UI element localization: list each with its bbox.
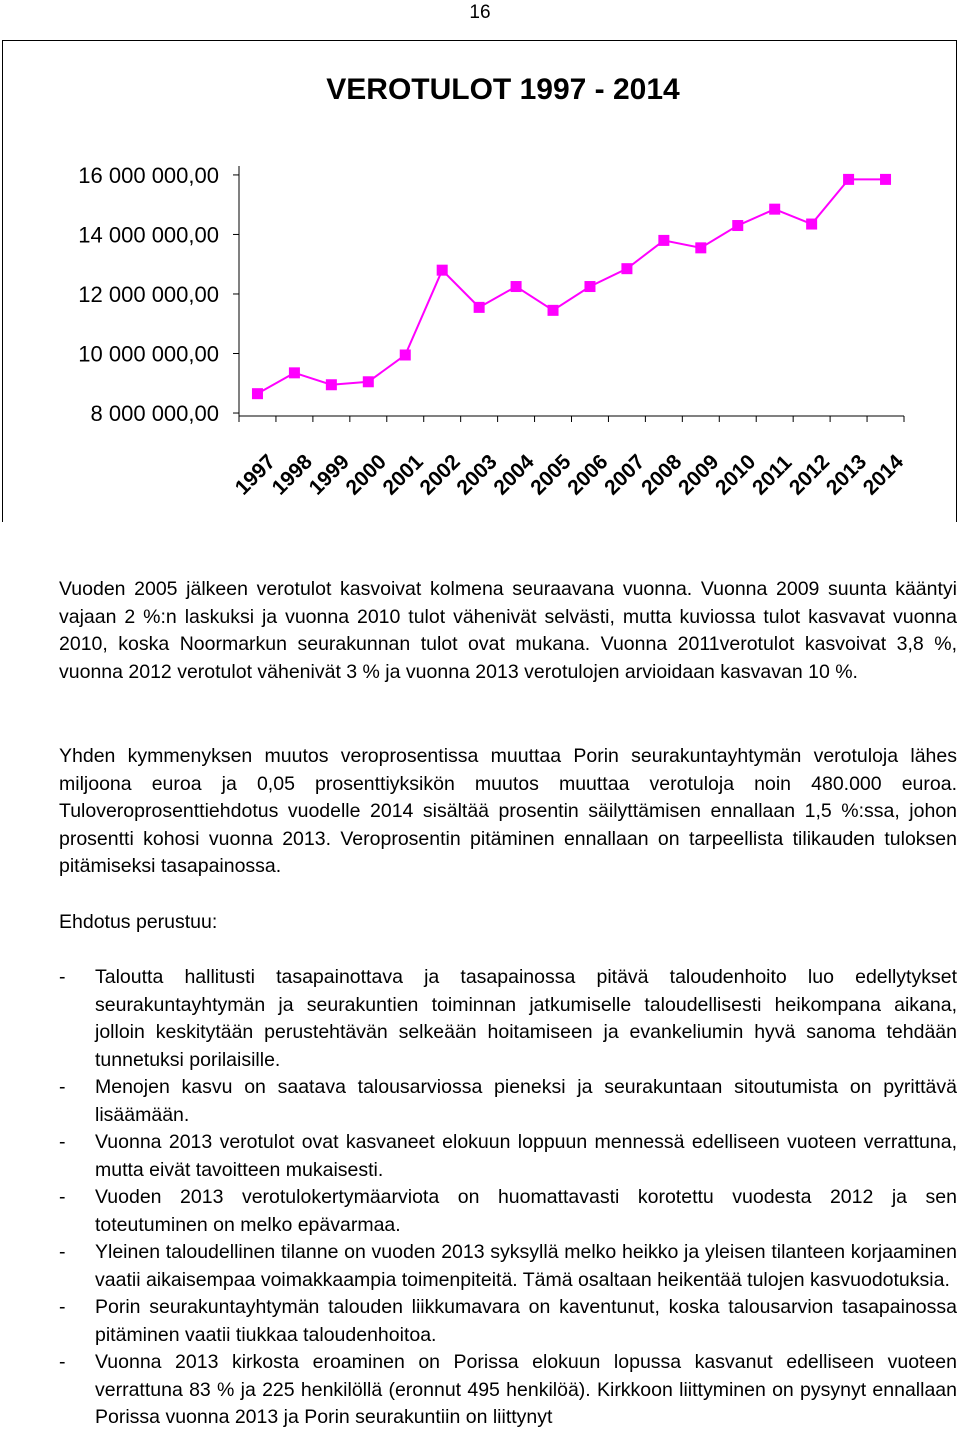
proposal-bullet-item [59, 1074, 957, 1129]
data-point-marker [695, 242, 706, 253]
x-tick-label: 2006 [563, 450, 613, 500]
x-tick-label: 2000 [341, 450, 391, 500]
series-line [257, 179, 885, 393]
data-point-marker [621, 263, 632, 274]
bullet-dash: - [59, 1241, 66, 1263]
proposal-bullet-list [59, 964, 957, 1432]
bullet-dash: - [59, 1296, 66, 1318]
proposal-bullet-item [59, 964, 957, 1074]
data-point-marker [437, 265, 448, 276]
x-tick-label: 2010 [711, 450, 761, 500]
x-tick-label: 2012 [784, 450, 835, 500]
x-tick-label: 2001 [378, 450, 428, 500]
x-tick-label: 2013 [821, 450, 872, 500]
chart-frame [2, 40, 957, 522]
data-point-marker [880, 174, 891, 185]
bullet-text: Menojen kasvu on saatava talousarviossa pieneksi ja seurakuntaan sitoutumista on pyrittävä lisäämään. [95, 1076, 957, 1126]
proposal-bullet-item [59, 1349, 957, 1432]
bullet-text: Vuonna 2013 verotulot ovat kasvaneet elokuun loppuun mennessä edelliseen vuoteen verrattuna, mutta eivät tavoitteen mukaisesti. [95, 1131, 957, 1181]
data-point-marker [843, 174, 854, 185]
data-point-marker [548, 305, 559, 316]
data-point-marker [806, 219, 817, 230]
paragraph-tax-trend: Vuoden 2005 jälkeen verotulot kasvoivat kolmena seuraavana vuonna. Vuonna 2009 suunta kääntyi vajaan 2 %:n laskuksi ja vuonna 2010 tulot vähenivät selvästi, mutta kuviossa tulot kasvavat vuonna 2010, koska Noormarkun seurakunnan tulot ovat mukana. Vuonna 2011verotulot kasvoivat 3,8 %, vuonna 2012 verotulot vähenivät 3 % ja vuonna 2013 verotulojen arvioidaan kasvavan 10 %. [59, 578, 957, 683]
proposal-bullet-item [59, 1129, 957, 1184]
bullet-dash: - [59, 1076, 66, 1098]
proposal-bullet-item [59, 1239, 957, 1294]
paragraph-tax-rate: Yhden kymmenyksen muutos veroprosentissa muuttaa Porin seurakuntayhtymän verotuloja lähes miljoona euroa ja 0,05 prosenttiyksikön muutos muuttaa verotuloja noin 480.000 euroa. Tuloveroprosenttiehdotus vuodelle 2014 sisältää prosentin säilyttämisen ennallaan 1,5 %:ssa, johon prosentti kohosi vuonna 2013. Veroprosentin pitäminen ennallaan on tarpeellista tilikauden tuloksen pitämiseksi tasapainossa. [59, 745, 957, 877]
bullet-dash: - [59, 1351, 66, 1373]
proposal-intro: Ehdotus perustuu: [59, 911, 218, 933]
data-point-marker [732, 220, 743, 231]
data-point-marker [474, 302, 485, 313]
x-tick-label: 1999 [304, 450, 354, 500]
x-tick-label: 2007 [600, 450, 650, 500]
data-point-marker [326, 379, 337, 390]
x-tick-label: 2014 [858, 450, 909, 500]
chart-title: VEROTULOT 1997 - 2014 [326, 73, 680, 106]
x-tick-label: 2005 [526, 450, 576, 500]
x-axis-ticks [231, 416, 909, 500]
proposal-bullet-item [59, 1294, 957, 1349]
y-tick-label: 14 000 000,00 [78, 222, 219, 248]
data-point-marker [658, 235, 669, 246]
data-point-marker [289, 367, 300, 378]
data-point-marker [363, 376, 374, 387]
x-tick-label: 2004 [489, 450, 539, 500]
series-markers [252, 174, 891, 399]
y-tick-label: 10 000 000,00 [78, 341, 219, 367]
bullet-dash: - [59, 1186, 66, 1208]
y-axis-ticks [78, 163, 239, 426]
y-tick-label: 12 000 000,00 [78, 281, 219, 307]
data-point-marker [769, 204, 780, 215]
data-point-marker [584, 281, 595, 292]
bullet-dash: - [59, 966, 66, 988]
bullet-dash: - [59, 1131, 66, 1153]
x-tick-label: 2002 [415, 450, 465, 500]
page-number: 16 [469, 2, 491, 23]
x-tick-label: 1997 [230, 450, 281, 500]
x-tick-label: 2008 [637, 450, 687, 500]
y-tick-label: 16 000 000,00 [78, 162, 219, 188]
data-point-marker [400, 349, 411, 360]
proposal-bullet-item [59, 1184, 957, 1239]
x-tick-label: 2003 [452, 450, 502, 500]
bullet-text: Vuonna 2013 kirkosta eroaminen on Porissa elokuun lopussa kasvanut edelliseen vuoteen verrattuna 83 % ja 225 henkilöllä (eronnut 495 henkilöä). Kirkkoon liittyminen on pysynyt ennallaan Porissa vuonna 2013 ja Porin seurakuntiin on liittynyt [95, 1351, 957, 1428]
x-tick-label: 2009 [674, 450, 724, 500]
y-tick-label: 8 000 000,00 [90, 401, 219, 427]
bullet-text: Yleinen taloudellinen tilanne on vuoden 2013 syksyllä melko heikko ja yleisen tilanteen korjaaminen vaatii aikaisempaa voimakkaampia toimenpiteitä. Tämä osaltaan heikentää tulojen kasvuodotuksia. [95, 1241, 957, 1291]
x-tick-label: 2011 [747, 451, 797, 500]
bullet-text: Vuoden 2013 verotulokertymäarviota on huomattavasti korotettu vuodesta 2012 ja sen toteutuminen on melko epävarmaa. [95, 1186, 957, 1236]
data-point-marker [252, 388, 263, 399]
data-point-marker [511, 281, 522, 292]
bullet-text: Taloutta hallitusti tasapainottava ja tasapainossa pitävä taloudenhoito luo edellytykset seurakuntayhtymän ja seurakuntien toiminnan jatkumiselle taloudellisesti heikompana aikana, jolloin keskitytään perustehtävän selkeään hoitamiseen ja evankeliumin hyvä sanoma tehdään tunnetuksi porilaisille. [95, 966, 957, 1071]
tax-revenue-chart [3, 41, 956, 522]
bullet-text: Porin seurakuntayhtymän talouden liikkumavara on kaventunut, koska talousarvion tasapainossa pitäminen vaatii tiukkaa taloudenhoitoa. [95, 1296, 957, 1346]
x-tick-label: 1998 [267, 450, 317, 500]
